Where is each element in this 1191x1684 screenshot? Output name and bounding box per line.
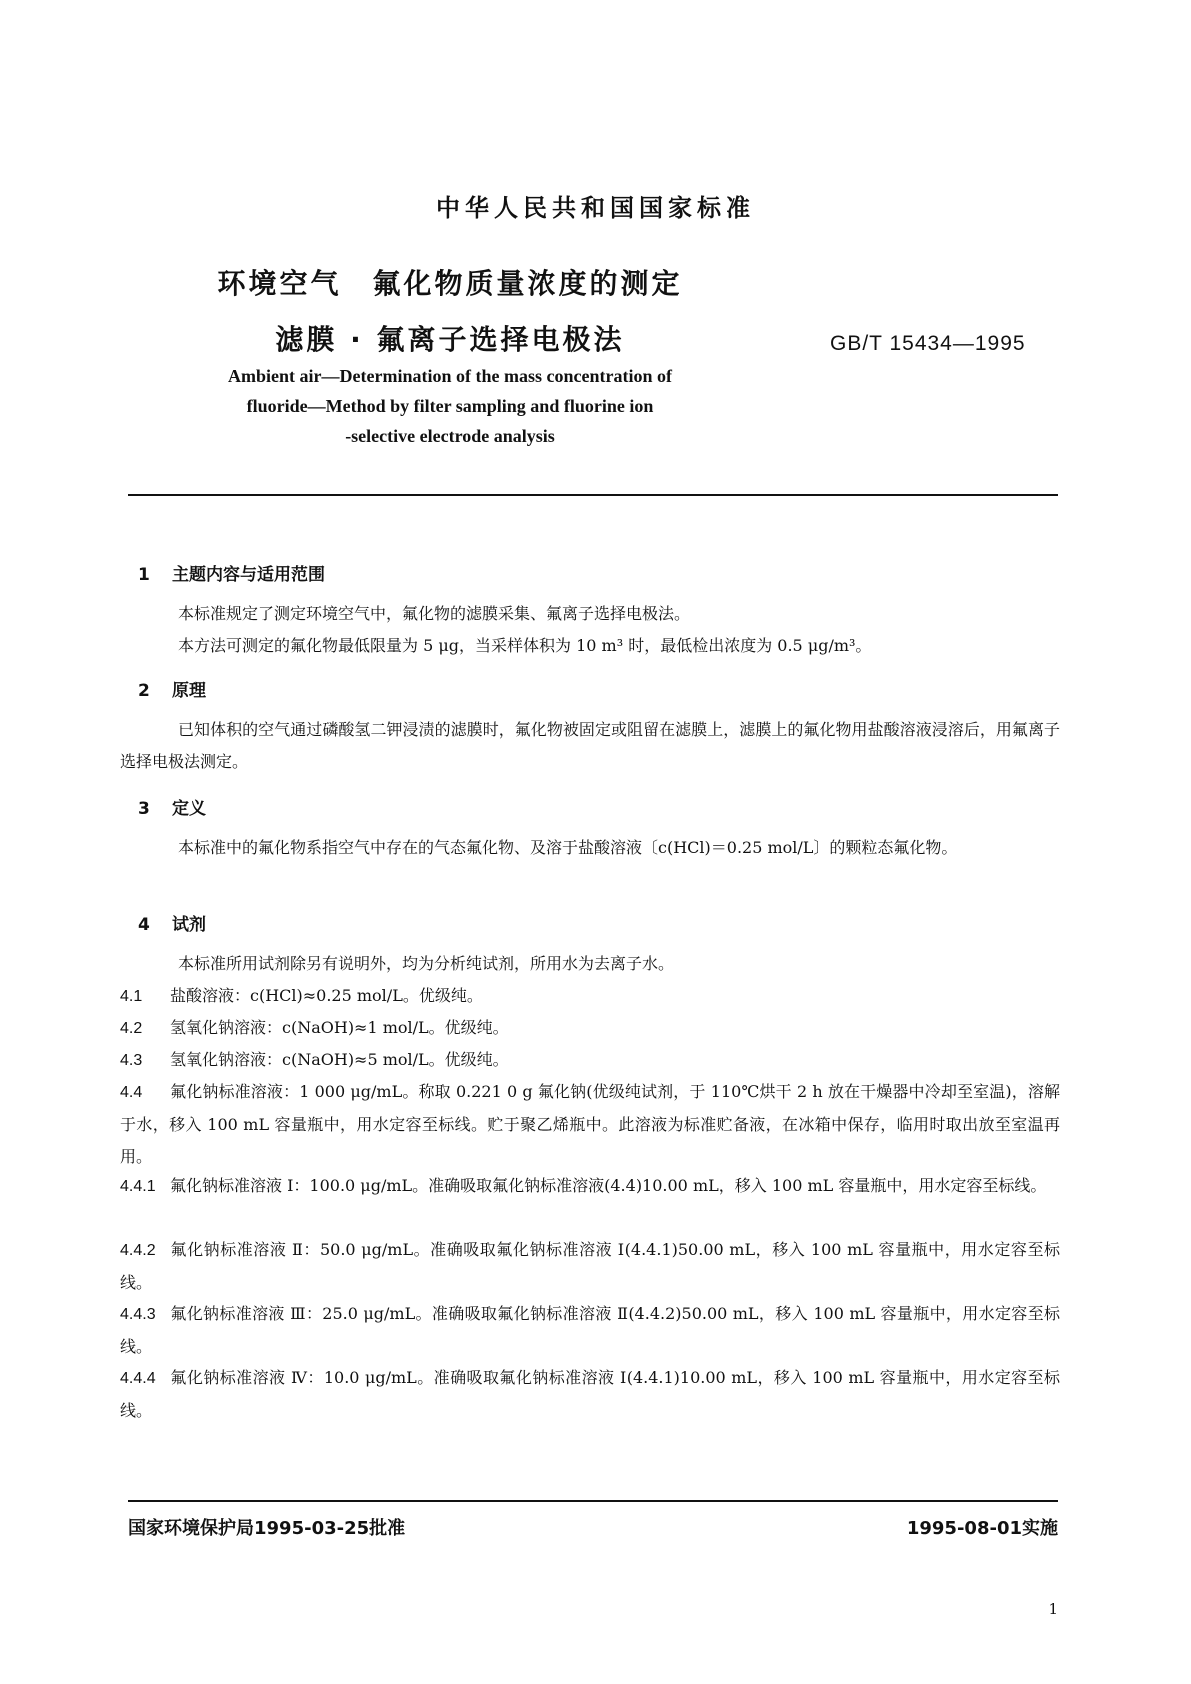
section-1-para-2: 本方法可测定的氟化物最低限量为 5 μg，当采样体积为 10 m³ 时，最低检出浓度为 0.5 μg/m³。 <box>178 636 872 655</box>
clause-4-2 <box>120 1012 1060 1045</box>
effective-date: 1995-08-01实施 <box>906 1518 1058 1539</box>
section-4-para-1: 本标准所用试剂除另有说明外，均为分析纯试剂，所用水为去离子水。 <box>178 954 675 973</box>
title-en-line3: -selective electrode analysis <box>345 426 555 446</box>
section-title: 原理 <box>172 681 206 701</box>
clause-number: 4.3 <box>120 1052 143 1069</box>
clause-number: 4.1 <box>120 988 143 1005</box>
clause-number: 4.2 <box>120 1020 143 1037</box>
clause-4-4-2 <box>120 1234 1060 1299</box>
clause-number: 4.4.4 <box>120 1370 156 1387</box>
section-3-heading <box>138 794 206 819</box>
clause-text: 盐酸溶液：c(HCl)≈0.25 mol/L。优级纯。 <box>170 986 483 1005</box>
clause-text: 氟化钠标准溶液 Ⅱ：50.0 μg/mL。准确吸取氟化钠标准溶液 Ⅰ(4.4.1)50.00 mL，移入 100 mL 容量瓶中，用水定容至标线。 <box>120 1240 1060 1292</box>
clause-4-4-4 <box>120 1362 1060 1427</box>
title-zh-line2: 滤膜 · 氟离子选择电极法 <box>275 323 625 356</box>
clause-4-4-1 <box>120 1170 1060 1203</box>
clause-text: 氟化钠标准溶液 Ⅳ：10.0 μg/mL。准确吸取氟化钠标准溶液 Ⅰ(4.4.1)10.00 mL，移入 100 mL 容量瓶中，用水定容至标线。 <box>120 1368 1060 1420</box>
section-3-para-1: 本标准中的氟化物系指空气中存在的气态氟化物、及溶于盐酸溶液〔c(HCl)＝0.25 mol/L〕的颗粒态氟化物。 <box>178 838 958 857</box>
clause-4-1 <box>120 980 1060 1013</box>
title-zh-line1: 环境空气 氟化物质量浓度的测定 <box>217 267 683 300</box>
clause-text: 氟化钠标准溶液 Ⅲ：25.0 μg/mL。准确吸取氟化钠标准溶液 Ⅱ(4.4.2)50.00 mL，移入 100 mL 容量瓶中，用水定容至标线。 <box>120 1304 1060 1356</box>
page-number: 1 <box>1048 1600 1058 1618</box>
section-number: 1 <box>138 565 150 585</box>
approval-date: 国家环境保护局1995-03-25批准 <box>128 1518 406 1539</box>
clause-4-4-3 <box>120 1298 1060 1363</box>
standard-header: 中华人民共和国国家标准 <box>436 194 755 222</box>
section-title: 定义 <box>172 799 206 819</box>
section-number: 4 <box>138 915 150 935</box>
header-divider <box>128 494 1058 496</box>
section-title: 试剂 <box>172 915 206 935</box>
clause-text: 氟化钠标准溶液 Ⅰ：100.0 μg/mL。准确吸取氟化钠标准溶液(4.4)10.00 mL，移入 100 mL 容量瓶中，用水定容至标线。 <box>170 1176 1047 1195</box>
clause-4-3 <box>120 1044 1060 1077</box>
clause-text: 氟化钠标准溶液：1 000 μg/mL。称取 0.221 0 g 氟化钠(优级纯试剂，于 110℃烘干 2 h 放在干燥器中冷却至室温)，溶解于水，移入 100 mL 容量瓶中，用水定容至标线。贮于聚乙烯瓶中。此溶液为标准贮备液，在冰箱中保存，临用时取出放至室温再用。 <box>120 1082 1060 1166</box>
section-2-para-1: 已知体积的空气通过磷酸氢二钾浸渍的滤膜时，氟化物被固定或阻留在滤膜上，滤膜上的氟化物用盐酸溶液浸溶后，用氟离子选择电极法测定。 <box>120 720 1060 771</box>
clause-4-4 <box>120 1076 1060 1173</box>
clause-number: 4.4.2 <box>120 1242 156 1259</box>
clause-number: 4.4 <box>120 1084 143 1101</box>
title-en-line2: fluoride—Method by filter sampling and fluorine ion <box>246 396 654 416</box>
section-1-heading <box>138 560 325 585</box>
clause-number: 4.4.1 <box>120 1178 156 1195</box>
title-en-line1: Ambient air—Determination of the mass concentration of <box>228 366 672 386</box>
footer-divider <box>128 1500 1058 1502</box>
section-number: 3 <box>138 799 150 819</box>
section-2-heading <box>138 676 206 701</box>
clause-text: 氢氧化钠溶液：c(NaOH)≈5 mol/L。优级纯。 <box>170 1050 509 1069</box>
standard-code: GB/T 15434—1995 <box>830 332 1026 355</box>
section-4-heading <box>138 910 206 935</box>
section-1-para-1: 本标准规定了测定环境空气中，氟化物的滤膜采集、氟离子选择电极法。 <box>178 604 691 623</box>
section-title: 主题内容与适用范围 <box>172 565 325 585</box>
clause-text: 氢氧化钠溶液：c(NaOH)≈1 mol/L。优级纯。 <box>170 1018 509 1037</box>
section-number: 2 <box>138 681 150 701</box>
clause-number: 4.4.3 <box>120 1306 156 1323</box>
